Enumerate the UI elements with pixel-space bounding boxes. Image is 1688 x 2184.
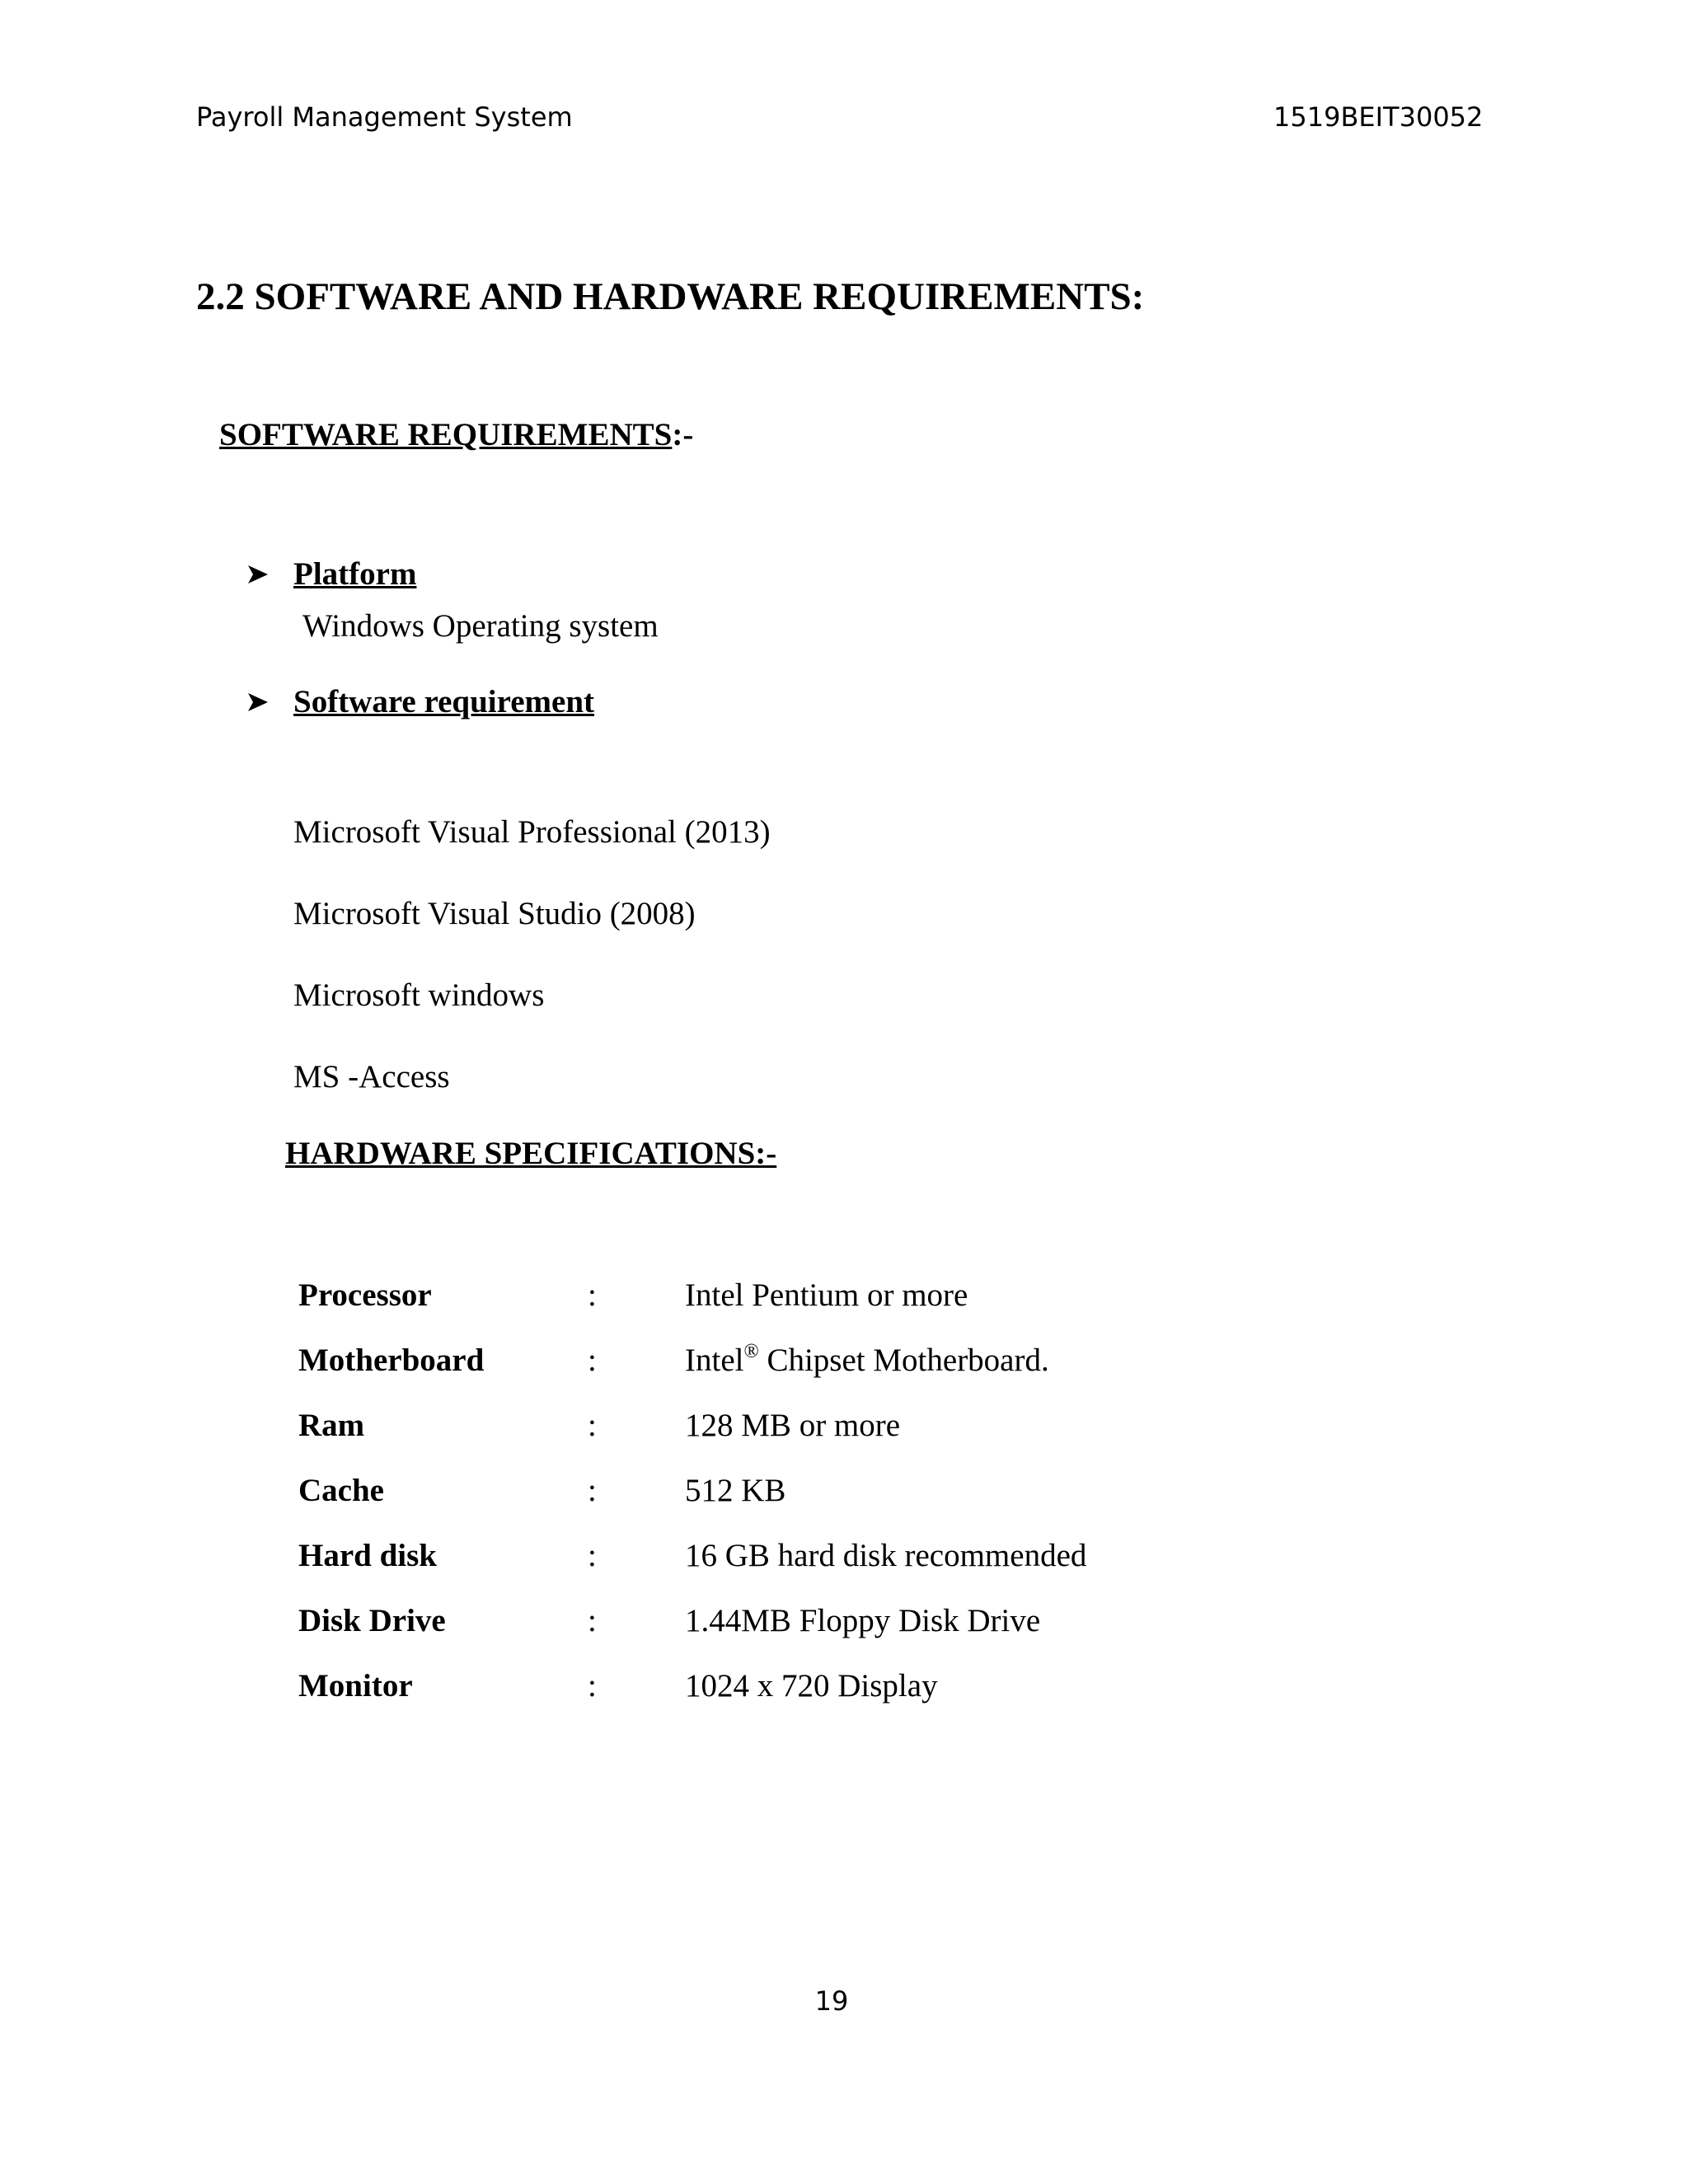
software-requirement-bullet [246, 682, 594, 723]
spec-value [685, 1336, 1049, 1385]
spec-key: Motherboard [298, 1343, 485, 1378]
spec-value: 128 MB or more [685, 1408, 901, 1443]
spec-value-rest: Chipset Motherboard. [758, 1343, 1049, 1378]
spec-key: Hard disk [298, 1538, 437, 1573]
spec-value: 512 KB [685, 1473, 786, 1508]
software-list-item: Microsoft Visual Professional (2013) [293, 814, 771, 850]
spec-key: Cache [298, 1473, 384, 1508]
platform-value: Windows Operating system [302, 608, 659, 644]
spec-value: 1024 x 720 Display [685, 1668, 938, 1704]
software-requirements-heading-suffix: :- [672, 417, 694, 452]
software-list-item: MS -Access [293, 1059, 450, 1094]
running-header-title: Payroll Management System [196, 101, 573, 133]
spec-separator: : [588, 1538, 597, 1573]
spec-key: Monitor [298, 1668, 413, 1704]
software-requirements-heading-text: SOFTWARE REQUIREMENTS [219, 417, 673, 452]
spec-value: 16 GB hard disk recommended [685, 1538, 1087, 1573]
spec-separator: : [588, 1343, 597, 1378]
platform-label: Platform [293, 556, 417, 592]
platform-bullet [246, 554, 416, 595]
software-requirement-label: Software requirement [293, 684, 595, 719]
hardware-specifications-heading: HARDWARE SPECIFICATIONS:- [285, 1136, 777, 1171]
software-list-item: Microsoft Visual Studio (2008) [293, 896, 696, 931]
running-header-id: 1519BEIT30052 [1273, 101, 1484, 133]
spec-key: Ram [298, 1408, 365, 1443]
spec-key: Processor [298, 1277, 432, 1313]
software-list-item: Microsoft windows [293, 977, 545, 1013]
registered-mark: ® [743, 1341, 759, 1362]
arrow-bullet-icon [246, 682, 293, 723]
spec-separator: : [588, 1668, 597, 1704]
spec-key: Disk Drive [298, 1603, 446, 1638]
software-requirements-heading [219, 415, 693, 456]
page-number: 19 [814, 1985, 849, 2017]
arrow-bullet-icon [246, 554, 293, 595]
spec-value-prefix: Intel [685, 1343, 744, 1378]
spec-value: Intel Pentium or more [685, 1277, 968, 1313]
spec-separator: : [588, 1277, 597, 1313]
spec-separator: : [588, 1603, 597, 1638]
spec-separator: : [588, 1473, 597, 1508]
section-heading: 2.2 SOFTWARE AND HARDWARE REQUIREMENTS: [196, 275, 1145, 318]
spec-value: 1.44MB Floppy Disk Drive [685, 1603, 1041, 1638]
spec-separator: : [588, 1408, 597, 1443]
